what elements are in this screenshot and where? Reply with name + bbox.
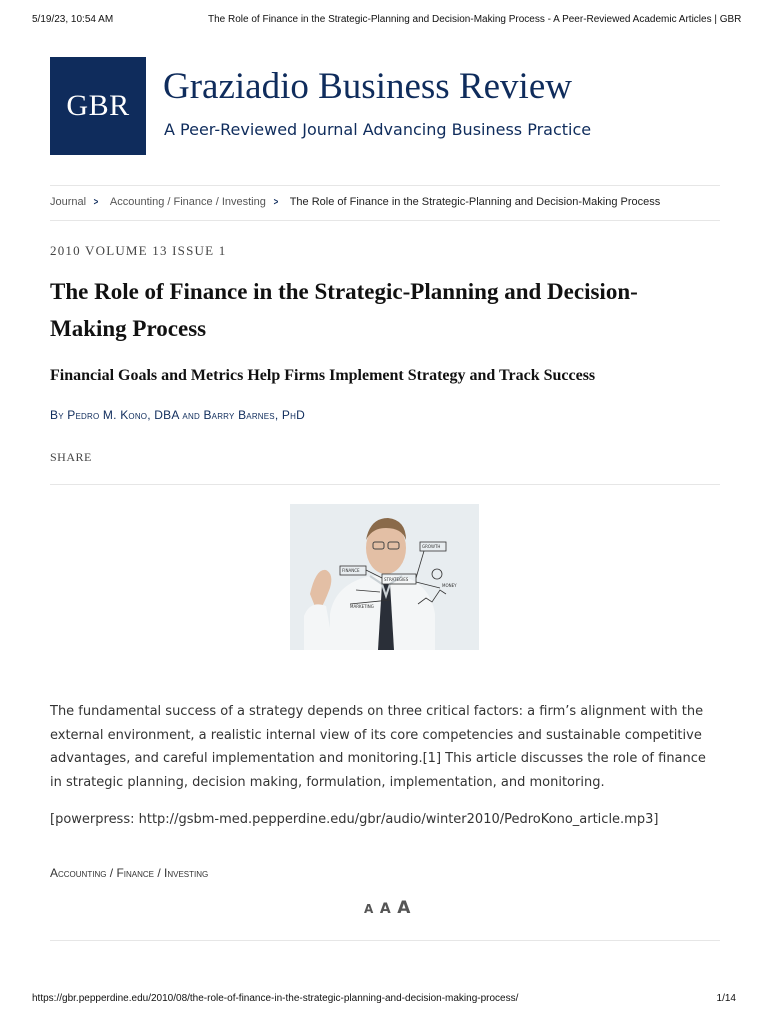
print-page-title: The Role of Finance in the Strategic-Planning and Decision-Making Process - A Peer-Reviewed Academic Articles | GBR — [208, 14, 742, 25]
article-image — [290, 504, 479, 650]
site-tagline: A Peer-Reviewed Journal Advancing Business Practice — [164, 120, 592, 139]
article-title: The Role of Finance in the Strategic-Planning and Decision-Making Process — [50, 279, 638, 341]
logo-text: GBR — [66, 89, 130, 122]
article-intro-paragraph: The fundamental success of a strategy depends on three critical factors: a firm’s alignment with the external environment, a realistic internal view of its core competencies and sustainable competitive advantages, and careful implementation and monitoring.[1] This article discusses the role of finance in strategic planning, decision making, formulation, implementation, and monitoring. — [50, 704, 706, 790]
sketch-word: GROWTH — [422, 544, 441, 549]
article-subtitle: Financial Goals and Metrics Help Firms Implement Strategy and Track Success — [50, 367, 596, 384]
powerpress-shortcode: [powerpress: http://gsbm-med.pepperdine.edu/gbr/audio/winter2010/PedroKono_article.mp3] — [50, 812, 659, 827]
article-category-link[interactable]: Accounting / Finance / Investing — [50, 866, 209, 880]
text-size-small-button[interactable]: A — [364, 902, 374, 916]
sketch-word: STRATEGIES — [384, 577, 409, 582]
print-datetime: 5/19/23, 10:54 AM — [32, 14, 114, 25]
breadcrumb-category[interactable]: Accounting / Finance / Investing — [109, 196, 266, 208]
divider — [50, 940, 720, 941]
sketch-word: MARKETING — [350, 604, 374, 609]
divider — [50, 185, 720, 186]
gbr-logo[interactable] — [50, 57, 146, 155]
divider — [50, 484, 720, 485]
text-size-large-button[interactable]: A — [397, 898, 411, 918]
text-size-medium-button[interactable]: A — [379, 901, 391, 917]
print-url: https://gbr.pepperdine.edu/2010/08/the-role-of-finance-in-the-strategic-planning-and-decision-making-process/ — [32, 993, 519, 1004]
print-header — [32, 14, 742, 28]
text-size-controls — [364, 898, 411, 918]
breadcrumb-current: The Role of Finance in the Strategic-Planning and Decision-Making Process — [289, 196, 661, 208]
chevron-right-icon: > — [93, 196, 99, 208]
breadcrumb-journal[interactable]: Journal — [50, 196, 87, 208]
share-button[interactable]: SHARE — [50, 450, 92, 464]
breadcrumb — [50, 196, 660, 208]
site-title[interactable]: Graziadio Business Review — [163, 66, 572, 107]
print-page-number: 1/14 — [716, 993, 736, 1004]
sketch-word: FINANCE — [342, 568, 360, 573]
hero-illustration — [290, 504, 479, 650]
chevron-right-icon: > — [273, 196, 279, 208]
author-byline[interactable]: By Pedro M. Kono, DBA and Barry Barnes, PhD — [50, 408, 305, 422]
sketch-word: MONEY — [442, 583, 457, 588]
issue-label: 2010 VOLUME 13 ISSUE 1 — [50, 243, 227, 258]
divider — [50, 220, 720, 221]
